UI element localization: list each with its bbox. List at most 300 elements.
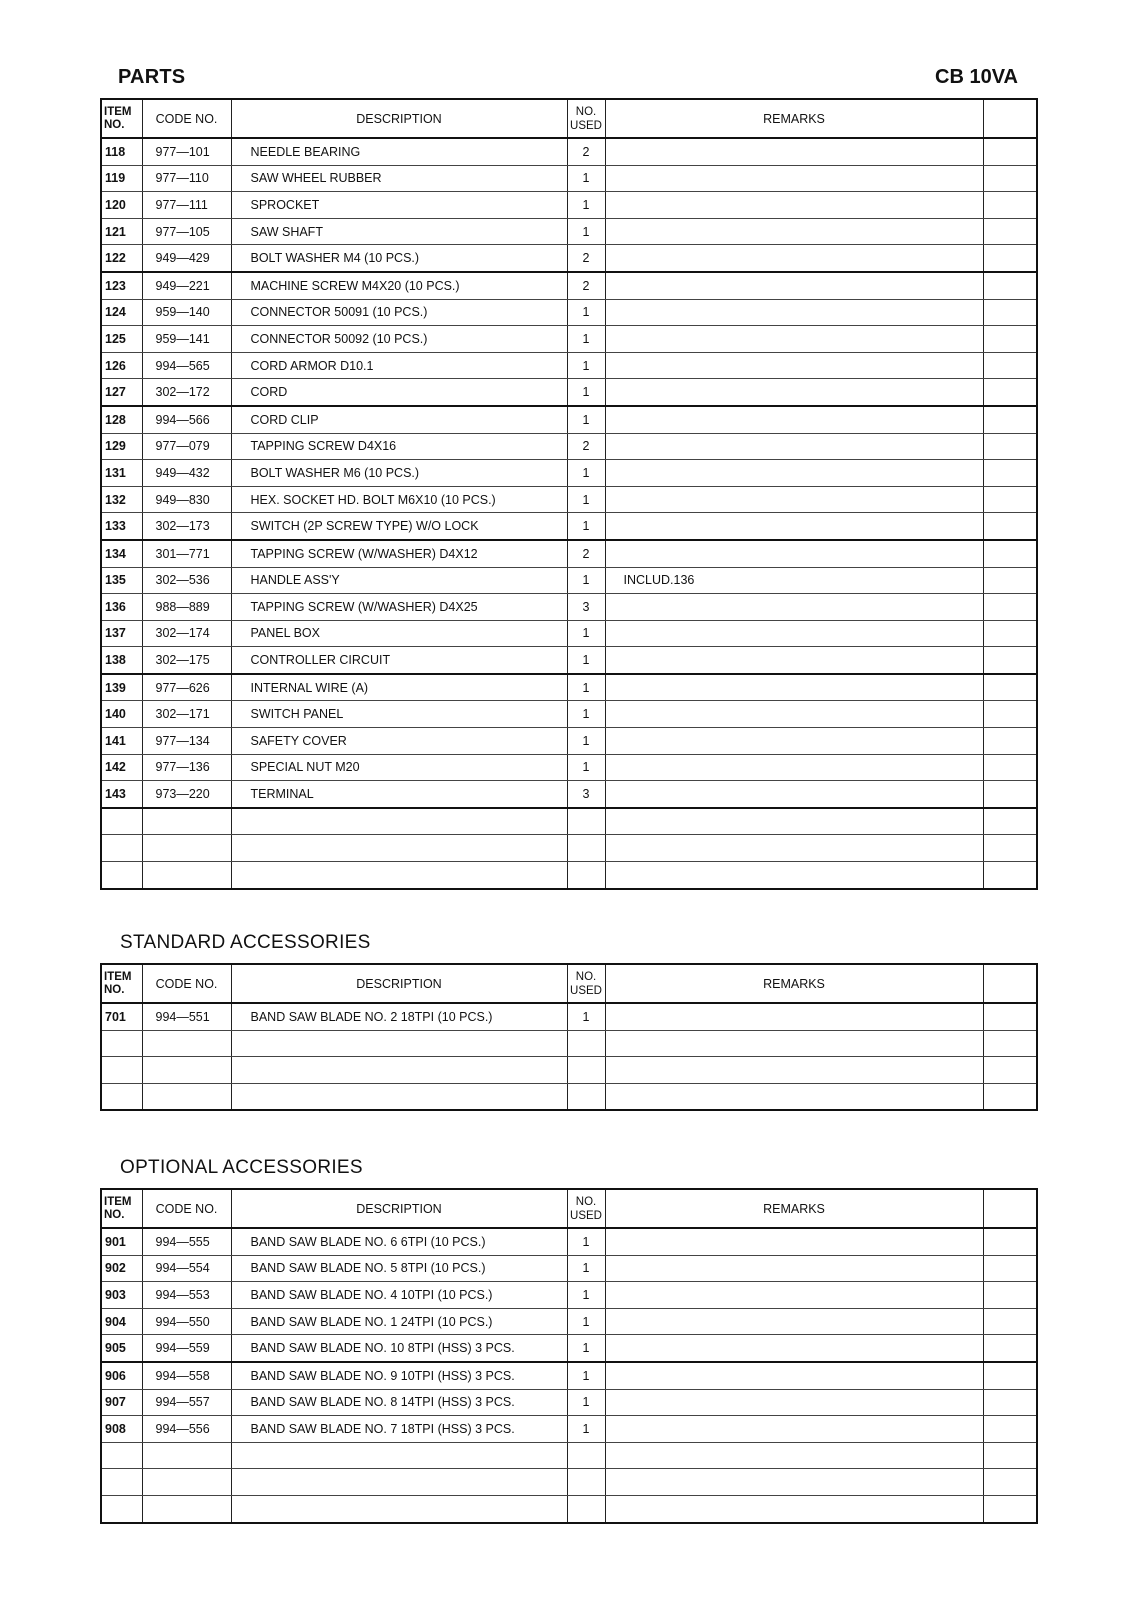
blank-cell [983,1389,1037,1416]
column-header-remarks: REMARKS [605,99,983,138]
code-no-cell: 994—566 [142,406,231,433]
item-no-cell [101,1057,142,1084]
description-cell: NEEDLE BEARING [231,138,567,165]
column-header-no-used [567,964,605,1003]
code-no-cell: 949—221 [142,272,231,299]
no-used-cell: 2 [567,540,605,567]
remarks-cell [605,192,983,219]
used-header-line1: NO. [575,1195,597,1208]
item-no-cell: 137 [101,620,142,647]
blank-cell [983,513,1037,540]
code-no-cell: 977—105 [142,218,231,245]
column-header-code-no: CODE NO. [142,99,231,138]
optional-accessories-title: OPTIONAL ACCESSORIES [120,1157,363,1178]
item-no-cell: 125 [101,326,142,353]
remarks-cell [605,1030,983,1057]
used-header-line1: NO. [575,970,597,983]
table-row [101,299,1037,326]
table-row [101,1003,1037,1030]
description-cell [231,1083,567,1110]
no-used-cell: 1 [567,192,605,219]
remarks-cell [605,218,983,245]
table-row [101,728,1037,755]
no-used-cell: 1 [567,1282,605,1309]
description-cell: BAND SAW BLADE NO. 6 6TPI (10 PCS.) [231,1228,567,1255]
blank-cell [983,567,1037,594]
code-no-cell: 959—140 [142,299,231,326]
item-no-cell: 123 [101,272,142,299]
no-used-cell: 1 [567,754,605,781]
blank-cell [983,1469,1037,1496]
code-no-cell: 977—136 [142,754,231,781]
empty-table-row [101,1495,1037,1522]
blank-cell [983,299,1037,326]
remarks-cell [605,379,983,406]
blank-cell [983,326,1037,353]
item-no-cell: 908 [101,1416,142,1443]
table-row [101,486,1037,513]
column-header-no-used [567,1189,605,1228]
code-no-cell: 302—174 [142,620,231,647]
item-no-cell: 120 [101,192,142,219]
used-header-line2: USED [570,119,602,132]
item-no-cell [101,862,142,889]
blank-cell [983,352,1037,379]
no-used-cell: 1 [567,218,605,245]
remarks-cell [605,835,983,862]
table-row [101,754,1037,781]
no-used-cell: 1 [567,1255,605,1282]
remarks-cell [605,620,983,647]
description-cell: CORD CLIP [231,406,567,433]
code-no-cell [142,1495,231,1522]
item-no-cell: 135 [101,567,142,594]
no-used-cell: 1 [567,620,605,647]
code-no-cell [142,1469,231,1496]
item-no-cell [101,1469,142,1496]
remarks-cell [605,1362,983,1389]
code-no-cell: 994—553 [142,1282,231,1309]
no-used-cell: 1 [567,1228,605,1255]
description-cell [231,1057,567,1084]
blank-cell [983,165,1037,192]
description-cell: BOLT WASHER M4 (10 PCS.) [231,245,567,272]
description-cell [231,1469,567,1496]
column-header-item-no [101,964,142,1003]
remarks-cell [605,433,983,460]
description-cell: BAND SAW BLADE NO. 9 10TPI (HSS) 3 PCS. [231,1362,567,1389]
code-no-cell: 994—558 [142,1362,231,1389]
description-cell: TAPPING SCREW (W/WASHER) D4X25 [231,594,567,621]
remarks-cell [605,406,983,433]
table-row [101,326,1037,353]
description-cell: CORD [231,379,567,406]
blank-cell [983,218,1037,245]
remarks-cell [605,781,983,808]
empty-table-row [101,1057,1037,1084]
no-used-cell: 1 [567,701,605,728]
table-header-row [101,1189,1037,1228]
remarks-cell [605,299,983,326]
blank-cell [983,379,1037,406]
blank-cell [983,406,1037,433]
column-header-no-used [567,99,605,138]
blank-cell [983,245,1037,272]
description-cell: BAND SAW BLADE NO. 2 18TPI (10 PCS.) [231,1003,567,1030]
description-cell [231,1442,567,1469]
remarks-cell [605,326,983,353]
description-cell: SWITCH PANEL [231,701,567,728]
item-no-cell: 118 [101,138,142,165]
table-row [101,594,1037,621]
item-header-line2: NO. [104,1208,125,1221]
code-no-cell: 994—550 [142,1308,231,1335]
description-cell: BAND SAW BLADE NO. 10 8TPI (HSS) 3 PCS. [231,1335,567,1362]
remarks-cell [605,460,983,487]
column-header-blank [983,99,1037,138]
description-cell: HEX. SOCKET HD. BOLT M6X10 (10 PCS.) [231,486,567,513]
empty-table-row [101,1083,1037,1110]
table-row [101,406,1037,433]
code-no-cell: 994—556 [142,1416,231,1443]
item-header-line2: NO. [104,983,125,996]
no-used-cell [567,835,605,862]
code-no-cell: 949—429 [142,245,231,272]
remarks-cell [605,754,983,781]
table-row [101,540,1037,567]
blank-cell [983,1362,1037,1389]
code-no-cell: 977—101 [142,138,231,165]
no-used-cell: 1 [567,165,605,192]
blank-cell [983,728,1037,755]
no-used-cell [567,1469,605,1496]
blank-cell [983,1228,1037,1255]
code-no-cell: 994—555 [142,1228,231,1255]
no-used-cell: 1 [567,728,605,755]
description-cell: CONNECTOR 50091 (10 PCS.) [231,299,567,326]
blank-cell [983,192,1037,219]
remarks-cell [605,1442,983,1469]
table-header-row [101,964,1037,1003]
table-row [101,272,1037,299]
item-no-cell: 136 [101,594,142,621]
no-used-cell [567,1495,605,1522]
column-header-description: DESCRIPTION [231,1189,567,1228]
no-used-cell: 1 [567,352,605,379]
table-row [101,647,1037,674]
code-no-cell: 994—557 [142,1389,231,1416]
code-no-cell: 977—079 [142,433,231,460]
blank-cell [983,1057,1037,1084]
code-no-cell [142,808,231,835]
blank-cell [983,781,1037,808]
table-row [101,138,1037,165]
item-no-cell: 906 [101,1362,142,1389]
table-row [101,165,1037,192]
no-used-cell: 3 [567,781,605,808]
blank-cell [983,486,1037,513]
code-no-cell: 973—220 [142,781,231,808]
no-used-cell: 1 [567,674,605,701]
remarks-cell [605,1495,983,1522]
no-used-cell: 1 [567,1003,605,1030]
column-header-code-no: CODE NO. [142,964,231,1003]
remarks-cell [605,1083,983,1110]
standard-accessories-table [100,963,1038,1111]
remarks-cell [605,594,983,621]
column-header-blank [983,964,1037,1003]
description-cell: TAPPING SCREW D4X16 [231,433,567,460]
empty-table-row [101,835,1037,862]
code-no-cell: 994—551 [142,1003,231,1030]
description-cell: SPECIAL NUT M20 [231,754,567,781]
table-row [101,1228,1037,1255]
table-row [101,674,1037,701]
item-no-cell: 701 [101,1003,142,1030]
no-used-cell: 1 [567,513,605,540]
remarks-cell [605,352,983,379]
remarks-cell [605,674,983,701]
item-no-cell: 902 [101,1255,142,1282]
code-no-cell: 977—111 [142,192,231,219]
remarks-cell [605,1416,983,1443]
code-no-cell: 977—134 [142,728,231,755]
model-code: CB 10VA [935,66,1018,88]
description-cell: SAW WHEEL RUBBER [231,165,567,192]
column-header-item-no [101,99,142,138]
no-used-cell: 3 [567,594,605,621]
remarks-cell [605,1255,983,1282]
remarks-cell [605,728,983,755]
remarks-cell [605,1228,983,1255]
item-no-cell: 903 [101,1282,142,1309]
blank-cell [983,808,1037,835]
description-cell [231,862,567,889]
item-no-cell [101,1495,142,1522]
code-no-cell: 302—536 [142,567,231,594]
used-header-line2: USED [570,1209,602,1222]
item-no-cell: 122 [101,245,142,272]
item-no-cell: 132 [101,486,142,513]
table-row [101,1308,1037,1335]
blank-cell [983,754,1037,781]
code-no-cell [142,862,231,889]
item-no-cell: 905 [101,1335,142,1362]
item-no-cell [101,1083,142,1110]
column-header-remarks: REMARKS [605,964,983,1003]
code-no-cell [142,835,231,862]
table-row [101,1255,1037,1282]
item-no-cell [101,1030,142,1057]
description-cell: BAND SAW BLADE NO. 4 10TPI (10 PCS.) [231,1282,567,1309]
blank-cell [983,835,1037,862]
description-cell: BOLT WASHER M6 (10 PCS.) [231,460,567,487]
item-no-cell [101,835,142,862]
code-no-cell: 988—889 [142,594,231,621]
item-no-cell: 904 [101,1308,142,1335]
blank-cell [983,138,1037,165]
no-used-cell: 1 [567,647,605,674]
no-used-cell: 1 [567,406,605,433]
table-row [101,352,1037,379]
code-no-cell [142,1083,231,1110]
item-no-cell [101,1442,142,1469]
description-cell [231,1495,567,1522]
item-no-cell: 134 [101,540,142,567]
no-used-cell: 1 [567,1335,605,1362]
remarks-cell [605,808,983,835]
remarks-cell [605,165,983,192]
column-header-remarks: REMARKS [605,1189,983,1228]
remarks-cell [605,701,983,728]
description-cell: TERMINAL [231,781,567,808]
description-cell: SAW SHAFT [231,218,567,245]
description-cell [231,1030,567,1057]
no-used-cell: 1 [567,326,605,353]
remarks-cell [605,272,983,299]
no-used-cell: 1 [567,1416,605,1443]
code-no-cell: 301—771 [142,540,231,567]
description-cell: CONNECTOR 50092 (10 PCS.) [231,326,567,353]
blank-cell [983,1003,1037,1030]
blank-cell [983,1083,1037,1110]
description-cell: SAFETY COVER [231,728,567,755]
no-used-cell: 2 [567,272,605,299]
table-row [101,701,1037,728]
item-no-cell: 139 [101,674,142,701]
code-no-cell: 977—110 [142,165,231,192]
description-cell [231,835,567,862]
remarks-cell [605,1057,983,1084]
code-no-cell: 977—626 [142,674,231,701]
column-header-description: DESCRIPTION [231,964,567,1003]
remarks-cell [605,1389,983,1416]
table-row [101,1362,1037,1389]
item-no-cell: 126 [101,352,142,379]
item-no-cell: 141 [101,728,142,755]
description-cell [231,808,567,835]
no-used-cell: 1 [567,299,605,326]
table-row [101,513,1037,540]
table-row [101,781,1037,808]
table-row [101,1282,1037,1309]
column-header-item-no [101,1189,142,1228]
item-no-cell: 140 [101,701,142,728]
used-header-line2: USED [570,984,602,997]
description-cell: PANEL BOX [231,620,567,647]
parts-table [100,98,1038,890]
standard-accessories-title: STANDARD ACCESSORIES [120,932,371,953]
description-cell: CONTROLLER CIRCUIT [231,647,567,674]
item-no-cell: 121 [101,218,142,245]
no-used-cell: 1 [567,567,605,594]
no-used-cell [567,1083,605,1110]
blank-cell [983,1416,1037,1443]
table-header-row [101,99,1037,138]
table-row [101,1389,1037,1416]
blank-cell [983,1442,1037,1469]
item-no-cell: 128 [101,406,142,433]
no-used-cell: 1 [567,1308,605,1335]
empty-table-row [101,1442,1037,1469]
remarks-cell [605,1003,983,1030]
item-no-cell: 907 [101,1389,142,1416]
code-no-cell [142,1442,231,1469]
table-row [101,620,1037,647]
code-no-cell: 302—173 [142,513,231,540]
table-row [101,1416,1037,1443]
column-header-description: DESCRIPTION [231,99,567,138]
item-no-cell: 119 [101,165,142,192]
table-row [101,1335,1037,1362]
item-no-cell: 129 [101,433,142,460]
empty-table-row [101,1030,1037,1057]
description-cell: BAND SAW BLADE NO. 7 18TPI (HSS) 3 PCS. [231,1416,567,1443]
used-header-line1: NO. [575,105,597,118]
empty-table-row [101,862,1037,889]
optional-accessories-table [100,1188,1038,1524]
blank-cell [983,1308,1037,1335]
blank-cell [983,272,1037,299]
no-used-cell [567,1030,605,1057]
code-no-cell: 949—432 [142,460,231,487]
table-row [101,245,1037,272]
remarks-cell [605,1308,983,1335]
item-header-line1: ITEM [104,1195,132,1208]
description-cell: CORD ARMOR D10.1 [231,352,567,379]
blank-cell [983,620,1037,647]
item-no-cell: 138 [101,647,142,674]
remarks-cell [605,1469,983,1496]
description-cell: HANDLE ASS'Y [231,567,567,594]
code-no-cell: 302—172 [142,379,231,406]
blank-cell [983,1030,1037,1057]
page-title: PARTS [118,66,186,88]
empty-table-row [101,808,1037,835]
no-used-cell: 1 [567,486,605,513]
remarks-cell [605,513,983,540]
blank-cell [983,1282,1037,1309]
blank-cell [983,433,1037,460]
remarks-cell [605,647,983,674]
item-header-line1: ITEM [104,970,132,983]
description-cell: BAND SAW BLADE NO. 5 8TPI (10 PCS.) [231,1255,567,1282]
description-cell: SPROCKET [231,192,567,219]
blank-cell [983,540,1037,567]
column-header-blank [983,1189,1037,1228]
no-used-cell: 1 [567,1362,605,1389]
item-header-line1: ITEM [104,105,132,118]
no-used-cell: 1 [567,1389,605,1416]
item-no-cell: 133 [101,513,142,540]
no-used-cell: 2 [567,433,605,460]
item-no-cell: 142 [101,754,142,781]
no-used-cell [567,808,605,835]
blank-cell [983,460,1037,487]
code-no-cell: 994—565 [142,352,231,379]
table-row [101,567,1037,594]
table-row [101,460,1037,487]
no-used-cell [567,1442,605,1469]
no-used-cell [567,862,605,889]
no-used-cell: 2 [567,138,605,165]
item-no-cell: 124 [101,299,142,326]
description-cell: MACHINE SCREW M4X20 (10 PCS.) [231,272,567,299]
table-row [101,379,1037,406]
empty-table-row [101,1469,1037,1496]
blank-cell [983,674,1037,701]
blank-cell [983,1495,1037,1522]
